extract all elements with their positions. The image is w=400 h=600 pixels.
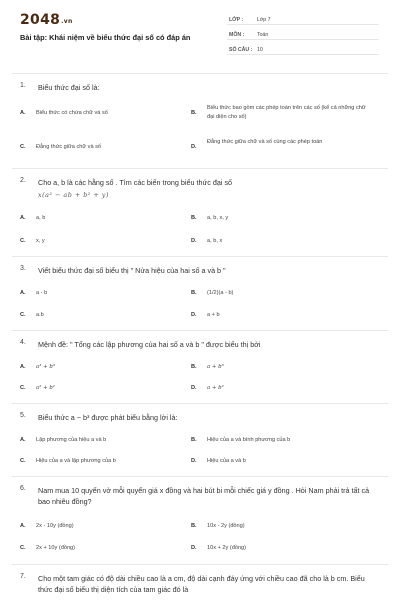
divider: [12, 73, 388, 74]
question-text: Cho a, b là các hằng số . Tìm các biến trong biểu thức đại số: [38, 178, 233, 187]
option-text: Biểu thức bao gồm các phép toán trên các số (kể cả những chữ đại diện cho số): [207, 105, 366, 120]
question-number: 2.: [20, 177, 26, 184]
option-text: Đẳng thức giữa chữ và số cùng các phép toán: [207, 139, 323, 145]
option-label: C.: [20, 238, 26, 244]
option-label: B.: [191, 437, 197, 443]
divider: [12, 403, 388, 404]
meta-value: Toán: [257, 32, 269, 38]
option-text: Biểu thức có chứa chữ và số: [36, 110, 108, 116]
question-number: 4.: [20, 339, 26, 346]
option-text: a + b³: [207, 364, 224, 370]
meta-value: Lớp 7: [257, 17, 271, 23]
option-label: C.: [20, 545, 26, 551]
question-text: Biểu thức đại số là:: [38, 83, 100, 92]
question-number: 6.: [20, 485, 26, 492]
option-label: A.: [20, 437, 26, 443]
option-label: C.: [20, 312, 26, 318]
question-text: Mệnh đề: " Tổng các lập phương của hai số a và b " được biểu thị bởi: [38, 340, 261, 349]
divider: [12, 564, 388, 565]
option-text: a, b, x, y: [207, 215, 229, 221]
option-label: A.: [20, 215, 26, 221]
question-number: 5.: [20, 412, 26, 419]
option-text: Hiệu của a và bình phương của b: [207, 437, 291, 443]
divider: [12, 330, 388, 331]
meta-key: MÔN :: [229, 32, 245, 38]
question-number: 1.: [20, 82, 26, 89]
option-text: Đẳng thức giữa chữ và số: [36, 144, 102, 150]
option-text: a, b, x: [207, 238, 223, 244]
option-text: 10x + 2y (đồng): [207, 545, 247, 551]
meta-row-subject: [227, 29, 379, 40]
question-expression: x(a² − ab + b² + y): [38, 191, 109, 199]
option-text: Hiệu của a và lập phương của b: [36, 458, 116, 464]
meta-value: 10: [257, 47, 263, 53]
option-label: A.: [20, 364, 26, 370]
option-label: D.: [191, 385, 197, 391]
worksheet-title: Bài tập: Khái niệm về biểu thức đại số có đáp án: [20, 33, 191, 42]
question-text: Biểu thức a − b³ được phát biểu bằng lời là:: [38, 413, 178, 422]
worksheet-header: [0, 0, 400, 70]
option-label: D.: [191, 545, 197, 551]
option-label: D.: [191, 458, 197, 464]
option-label: D.: [191, 238, 197, 244]
option-text: a³ + b³: [36, 364, 55, 370]
option-text: Lập phương của hiệu a và b: [36, 437, 107, 443]
option-text: a + b²: [207, 385, 224, 391]
meta-row-question-count: [227, 44, 379, 55]
divider: [12, 168, 388, 169]
option-text: a + b: [207, 312, 220, 318]
divider: [12, 476, 388, 477]
option-label: B.: [191, 215, 197, 221]
option-text: 10x - 2y (đồng): [207, 523, 245, 529]
option-label: C.: [20, 144, 26, 150]
option-label: A.: [20, 290, 26, 296]
option-label: D.: [191, 312, 197, 318]
site-logo[interactable]: 2048.vn: [20, 12, 73, 28]
option-label: A.: [20, 523, 26, 529]
option-label: D.: [191, 144, 197, 150]
option-text: x, y: [36, 238, 45, 244]
question-number: 7.: [20, 573, 26, 580]
option-text: a, b: [36, 215, 46, 221]
meta-key: SỐ CÂU :: [229, 47, 253, 53]
meta-key: LỚP :: [229, 17, 244, 23]
option-text: Hiệu của a và b: [207, 458, 246, 464]
option-label: B.: [191, 110, 197, 116]
question-text: Cho một tam giác có độ dài chiều cao là a cm, độ dài cạnh đáy ứng với chiều cao đã cho là b cm. Biểu thức đại số biểu thị diện tích của tam giác đó là: [38, 574, 365, 594]
question-text: Nam mua 10 quyển vở mỗi quyển giá x đồng và hai bút bi mỗi chiếc giá y đồng . Hỏi Nam phải trả tất cả bao nhiêu đồng?: [38, 486, 370, 506]
question-text: Viết biểu thức đại số biểu thị " Nửa hiệu của hai số a và b ": [38, 266, 226, 275]
meta-row-grade: [227, 14, 379, 25]
question-number: 3.: [20, 265, 26, 272]
option-text: a - b: [36, 290, 48, 296]
option-label: B.: [191, 290, 197, 296]
option-text: 2x - 10y (đồng): [36, 523, 74, 529]
option-label: B.: [191, 523, 197, 529]
option-label: B.: [191, 364, 197, 370]
option-text: a² + b²: [36, 385, 55, 391]
option-text: 2x + 10y (đồng): [36, 545, 76, 551]
option-label: C.: [20, 385, 26, 391]
option-label: C.: [20, 458, 26, 464]
option-text: a.b: [36, 312, 44, 318]
option-label: A.: [20, 110, 26, 116]
option-text: (1/2)(a - b): [207, 290, 234, 296]
divider: [12, 256, 388, 257]
